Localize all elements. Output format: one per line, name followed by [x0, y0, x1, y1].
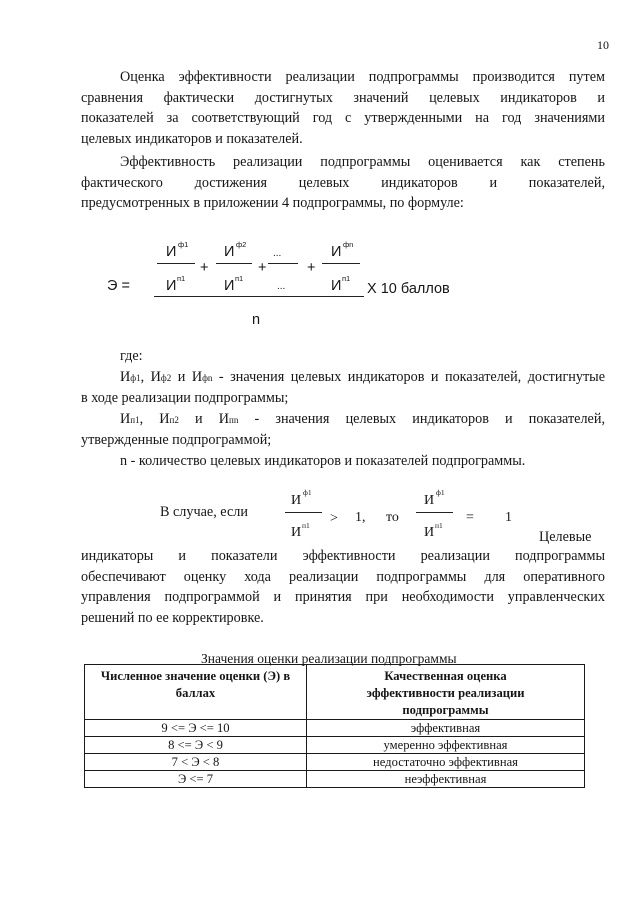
condition-denominator: И — [291, 525, 302, 540]
formula-ellipsis: ... — [277, 281, 286, 292]
table-cell-score: 7 < Э < 8 — [85, 754, 307, 771]
condition-gt: > — [330, 511, 338, 526]
paragraph-line: предусмотренных в приложении 4 подпрограммы, по формуле: — [81, 195, 464, 211]
paragraph-line: Эффективность реализации подпрограммы оценивается как степень — [120, 154, 605, 170]
condition-sup-f1: ф1 — [303, 488, 312, 497]
paragraph-line: сравнения фактически достигнутых значений целевых индикаторов и — [81, 89, 605, 106]
table-cell-rating: умеренно эффективная — [307, 737, 585, 754]
formula-multiplier: X 10 баллов — [367, 281, 450, 297]
legend-where: где: — [120, 348, 143, 364]
fraction-bar — [322, 263, 360, 264]
column-header-qualitative: Качественная оценка эффективности реализации подпрограммы — [307, 665, 585, 720]
fraction-bar — [416, 512, 453, 513]
formula-sup-n1: п1 — [235, 274, 244, 283]
condition-sup-n1: п1 — [435, 521, 443, 530]
paragraph-line: решений по ее корректировке. — [81, 609, 264, 626]
paragraph-evaluation-method — [81, 67, 605, 149]
formula-sup-f1: ф1 — [178, 240, 189, 249]
paragraph-line: управления подпрограммой и принятия при необходимости управленческих — [81, 589, 605, 605]
evaluation-table — [84, 664, 585, 788]
legend-line-n: n - количество целевых индикаторов и показателей подпрограммы. — [120, 452, 526, 469]
condition-sup-n1: п1 — [302, 521, 310, 530]
formula-denominator-1: И — [166, 278, 177, 294]
table-cell-score: Э <= 7 — [85, 771, 307, 788]
formula-sup-fn: фn — [343, 240, 354, 249]
condition-one: 1 — [505, 510, 512, 525]
paragraph-line: индикаторы и показатели эффективности реализации подпрограммы — [81, 548, 605, 564]
legend-line: в ходе реализации подпрограммы; — [81, 390, 289, 406]
paragraph-line: показателей за соответствующий год с утвержденными на год значениями — [81, 110, 605, 126]
page-number: 10 — [597, 38, 609, 52]
column-header-numeric: Численное значение оценки (Э) в баллах — [85, 665, 307, 720]
paragraph-line: целевых индикаторов и показателей. — [81, 130, 303, 147]
condition-tail-word: Целевые — [539, 529, 592, 545]
formula-sup-n1: п1 — [177, 274, 186, 283]
formula-denominator-2: И — [224, 278, 235, 294]
table-row — [85, 720, 585, 737]
paragraph-line: Оценка эффективности реализации подпрограммы производится путем — [120, 69, 605, 85]
table-row — [85, 737, 585, 754]
formula-ellipsis: ... — [273, 248, 282, 259]
condition-eq: = — [466, 510, 474, 525]
formula-numerator-1: И — [166, 244, 177, 260]
plus-sign: + — [258, 260, 267, 276]
paragraph-efficiency-definition — [81, 152, 605, 214]
paragraph-indicators-role — [81, 546, 605, 628]
formula-sup-n1: п1 — [342, 274, 351, 283]
formula-sup-f2: ф2 — [236, 240, 247, 249]
fraction-bar — [268, 263, 298, 264]
formula-denominator-n: И — [331, 278, 342, 294]
table-cell-score: 8 <= Э < 9 — [85, 737, 307, 754]
paragraph-line: обеспечивают оценку хода реализации подпрограммы для оперативного — [81, 568, 605, 585]
table-cell-rating: эффективная — [307, 720, 585, 737]
legend-line-actual: Иф1, Иф2 и Ифn - значения целевых индикаторов и показателей, достигнутые — [120, 368, 605, 385]
condition-one: 1, — [355, 510, 366, 525]
condition-lead: В случае, если — [160, 504, 248, 520]
condition-denominator: И — [424, 525, 435, 540]
paragraph-line: фактического достижения целевых индикаторов и показателей, — [81, 174, 605, 191]
table-row — [85, 771, 585, 788]
main-fraction-bar — [154, 296, 364, 297]
formula-legend — [81, 346, 605, 471]
condition-numerator: И — [424, 493, 435, 508]
table-cell-score: 9 <= Э <= 10 — [85, 720, 307, 737]
legend-line-planned: Ип1, Ип2 и Ипn - значения целевых индикаторов и показателей, — [120, 410, 605, 427]
table-row — [85, 754, 585, 771]
plus-sign: + — [200, 260, 209, 276]
fraction-bar — [216, 263, 252, 264]
condition-to: то — [386, 510, 399, 525]
plus-sign: + — [307, 260, 316, 276]
legend-line: утвержденные подпрограммой; — [81, 432, 272, 448]
formula-lhs: Э = — [107, 278, 130, 294]
table-cell-rating: недостаточно эффективная — [307, 754, 585, 771]
condition-numerator: И — [291, 493, 302, 508]
table-header-row — [85, 665, 585, 720]
table-cell-rating: неэффективная — [307, 771, 585, 788]
formula-numerator-n: И — [331, 244, 342, 260]
fraction-bar — [285, 512, 322, 513]
table-caption: Значения оценки реализации подпрограммы — [201, 651, 457, 666]
formula-denominator-n: n — [252, 312, 261, 328]
formula-numerator-2: И — [224, 244, 235, 260]
fraction-bar — [157, 263, 195, 264]
condition-sup-f1: ф1 — [436, 488, 445, 497]
